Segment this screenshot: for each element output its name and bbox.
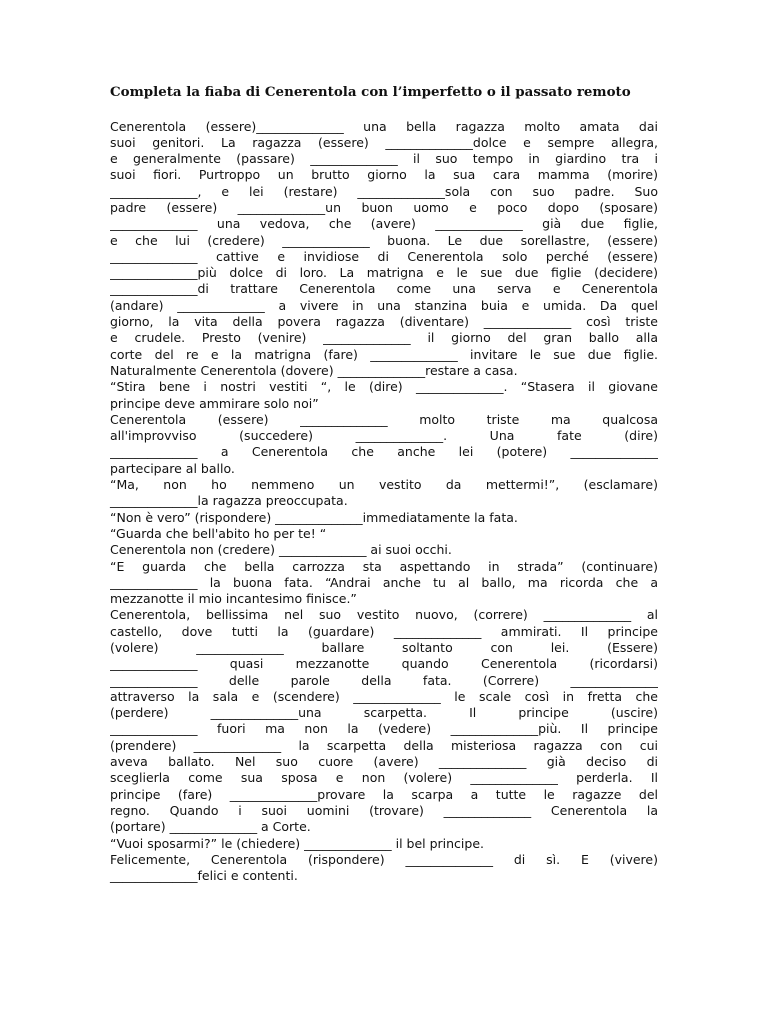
story-line: padre (essere) ______________un buon uomo e poco dopo (sposare)	[110, 199, 658, 215]
story-line: giorno, la vita della povera ragazza (diventare) ______________ così triste	[110, 314, 658, 330]
story-line: (portare) ______________ a Corte.	[110, 819, 311, 835]
story-line: Cenerentola non (credere) ______________ ai suoi occhi.	[110, 542, 452, 558]
story-line: ______________ fuori ma non la (vedere) ______________più. Il principe	[110, 721, 658, 737]
story-line: Cenerentola (essere) ______________ molto triste ma qualcosa	[110, 411, 658, 427]
story-line: ______________di trattare Cenerentola come una serva e Cenerentola	[110, 281, 658, 297]
story-line: ______________ una vedova, che (avere) ______________ già due figlie,	[110, 216, 658, 232]
story-line: “Ma, non ho nemmeno un vestito da mettermi!”, (esclamare)	[110, 477, 658, 493]
story-line: Cenerentola (essere)______________ una bella ragazza molto amata dai	[110, 118, 658, 134]
story-line: sceglierla come sua sposa e non (volere) ______________ perderla. Il	[110, 770, 658, 786]
story-line: (perdere) ______________una scarpetta. Il principe (uscire)	[110, 705, 658, 721]
story-line: ______________ delle parole della fata. (Correre) ______________	[110, 672, 658, 688]
story-line: “Non è vero” (rispondere) ______________immediatamente la fata.	[110, 509, 518, 525]
story-line: ______________ cattive e invidiose di Cenerentola solo perché (essere)	[110, 248, 658, 264]
story-line: ______________più dolce di loro. La matrigna e le sue due figlie (decidere)	[110, 265, 658, 281]
story-line: castello, dove tutti la (guardare) ______________ ammirati. Il principe	[110, 623, 658, 639]
story-line: all'improvviso (succedere) ______________. Una fate (dire)	[110, 428, 658, 444]
story-line: e crudele. Presto (venire) ______________ il giorno del gran ballo alla	[110, 330, 658, 346]
story-line: aveva ballato. Nel suo cuore (avere) ______________ già deciso di	[110, 754, 658, 770]
story-line: mezzanotte il mio incantesimo finisce.”	[110, 591, 357, 607]
story-line: principe deve ammirare solo noi”	[110, 395, 319, 411]
story-line: corte del re e la matrigna (fare) ______________ invitare le sue due figlie.	[110, 346, 658, 362]
worksheet-page	[110, 84, 658, 884]
story-line: e generalmente (passare) ______________ il suo tempo in giardino tra i	[110, 151, 658, 167]
story-line: Naturalmente Cenerentola (dovere) ______________restare a casa.	[110, 362, 518, 378]
story-text	[110, 119, 658, 885]
worksheet-title: Completa la fiaba di Cenerentola con l’imperfetto o il passato remoto	[110, 84, 631, 100]
story-line: e che lui (credere) ______________ buona. Le due sorellastre, (essere)	[110, 232, 658, 248]
story-line: “E guarda che bella carrozza sta aspettando in strada” (continuare)	[110, 558, 658, 574]
story-line: ______________la ragazza preoccupata.	[110, 493, 348, 509]
story-line: Felicemente, Cenerentola (rispondere) ______________ di sì. E (vivere)	[110, 851, 658, 867]
story-line: suoi fiori. Purtroppo un brutto giorno la sua cara mamma (morire)	[110, 167, 658, 183]
story-line: partecipare al ballo.	[110, 460, 235, 476]
story-line: “Guarda che bell'abito ho per te! “	[110, 525, 327, 541]
story-line: (prendere) ______________ la scarpetta della misteriosa ragazza con cui	[110, 737, 658, 753]
story-line: ______________ a Cenerentola che anche lei (potere) ______________	[110, 444, 658, 460]
story-line: attraverso la sala e (scendere) ______________ le scale così in fretta che	[110, 688, 658, 704]
story-line: principe (fare) ______________provare la scarpa a tutte le ragazze del	[110, 786, 658, 802]
story-line: (volere) ______________ ballare soltanto con lei. (Essere)	[110, 640, 658, 655]
story-line: “Vuoi sposarmi?” le (chiedere) ______________ il bel principe.	[110, 835, 484, 851]
story-line: ______________ la buona fata. “Andrai anche tu al ballo, ma ricorda che a	[110, 574, 658, 590]
story-line: ______________ quasi mezzanotte quando Cenerentola (ricordarsi)	[110, 656, 658, 672]
story-line: regno. Quando i suoi uomini (trovare) ______________ Cenerentola la	[110, 802, 658, 818]
story-line: (andare) ______________ a vivere in una stanzina buia e umida. Da quel	[110, 297, 658, 313]
story-line: Cenerentola, bellissima nel suo vestito nuovo, (correre) ______________ al	[110, 607, 658, 623]
story-line: ______________felici e contenti.	[110, 868, 298, 884]
story-line: “Stira bene i nostri vestiti “, le (dire) ______________. “Stasera il giovane	[110, 379, 658, 395]
story-line: suoi genitori. La ragazza (essere) ______________dolce e sempre allegra,	[110, 134, 658, 150]
story-line: ______________, e lei (restare) ______________sola con suo padre. Suo	[110, 183, 658, 199]
